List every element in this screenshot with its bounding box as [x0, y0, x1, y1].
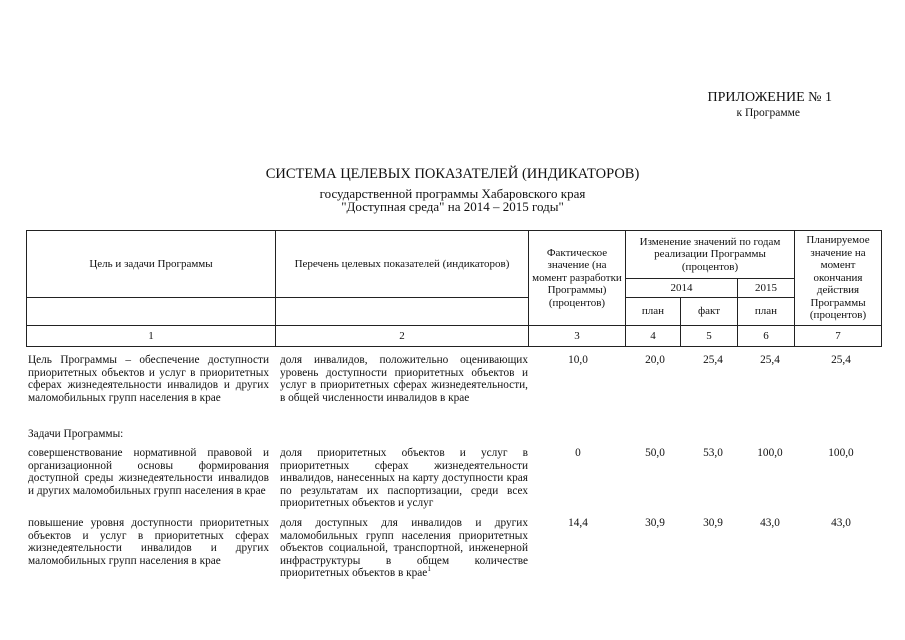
col-number: 3 — [529, 326, 626, 347]
row-planned-end: 100,0 — [828, 447, 854, 459]
row-goal-text: Цель Программы – обеспечение доступности приоритетных объектов и услуг в приоритетных сферах жизнедеятельности инвалидов и других маломобильных групп населения в крае — [28, 354, 269, 404]
col-number: 1 — [27, 326, 276, 347]
row-plan-2014: 30,9 — [645, 517, 665, 529]
row-planned-end: 25,4 — [831, 354, 851, 366]
appendix-subtitle: к Программе — [736, 107, 800, 119]
footnote-marker: 1 — [427, 565, 431, 574]
row-planned-end: 43,0 — [831, 517, 851, 529]
document-title: СИСТЕМА ЦЕЛЕВЫХ ПОКАЗАТЕЛЕЙ (ИНДИКАТОРОВ) — [265, 166, 640, 182]
row-plan-2014: 20,0 — [645, 354, 665, 366]
col-number: 6 — [738, 326, 795, 347]
row-actual-value: 10,0 — [568, 354, 588, 366]
row-fact-2014: 53,0 — [703, 447, 723, 459]
subtitle-line-2: "Доступная среда" на 2014 – 2015 годы" — [341, 199, 564, 214]
appendix-title: ПРИЛОЖЕНИЕ № 1 — [707, 90, 832, 105]
header-actual-value: Фактическое значение (на момент разработки Программы) (процентов) — [529, 231, 626, 326]
tasks-label: Задачи Программы: — [28, 428, 124, 440]
col-number: 2 — [276, 326, 529, 347]
row-indicator-text: доля инвалидов, положительно оценивающих уровень доступности приоритетных объектов и услуг в приоритетных сферах жизнедеятельности, в общей численности инвалидов в крае — [280, 354, 528, 404]
col-number: 4 — [626, 326, 681, 347]
col-number: 7 — [795, 326, 882, 347]
row-plan-2014: 50,0 — [645, 447, 665, 459]
row-plan-2015: 100,0 — [757, 447, 783, 459]
subtitle-line-1: государственной программы Хабаровского края — [319, 186, 586, 201]
header-fact-2014: факт — [681, 298, 738, 326]
header-goal: Цель и задачи Программы — [27, 231, 276, 298]
header-year-2014: 2014 — [626, 279, 738, 298]
row-indicator-text: доля доступных для инвалидов и других маломобильных групп населения приоритетных объектов социальной, транспортной, инженерной инфраструктуры в общем количестве приоритетных объектов в крае — [280, 517, 528, 579]
header-indicators: Перечень целевых показателей (индикаторов) — [276, 231, 529, 298]
document-subtitle — [0, 187, 905, 213]
row-plan-2015: 25,4 — [760, 354, 780, 366]
indicators-table-header — [26, 230, 882, 347]
header-changes-by-year: Изменение значений по годам реализации Программы (процентов) — [626, 231, 795, 279]
row-indicator-cell — [280, 517, 528, 580]
row-indicator-text: доля приоритетных объектов и услуг в приоритетных сферах жизнедеятельности инвалидов, нанесенных на карту доступности края по результатам их паспортизации, среди всех приоритетных объектов и услуг — [280, 447, 528, 509]
header-planned-end-value: Планируемое значение на момент окончания действия Программы (процентов) — [795, 231, 882, 326]
row-goal-text: совершенствование нормативной правовой и организационной основы формирования доступной среды жизнедеятельности инвалидов и других маломобильных групп населения в крае — [28, 447, 269, 497]
row-actual-value: 0 — [575, 447, 581, 459]
row-fact-2014: 25,4 — [703, 354, 723, 366]
row-actual-value: 14,4 — [568, 517, 588, 529]
row-goal-text: повышение уровня доступности приоритетных объектов и услуг в приоритетных сферах жизнедеятельности инвалидов и других маломобильных групп населения в крае — [28, 517, 269, 567]
col-number: 5 — [681, 326, 738, 347]
appendix-block — [560, 90, 832, 120]
row-plan-2015: 43,0 — [760, 517, 780, 529]
column-numbers-row — [27, 326, 882, 347]
header-year-2015: 2015 — [738, 279, 795, 298]
header-plan-2014: план — [626, 298, 681, 326]
header-plan-2015: план — [738, 298, 795, 326]
row-fact-2014: 30,9 — [703, 517, 723, 529]
